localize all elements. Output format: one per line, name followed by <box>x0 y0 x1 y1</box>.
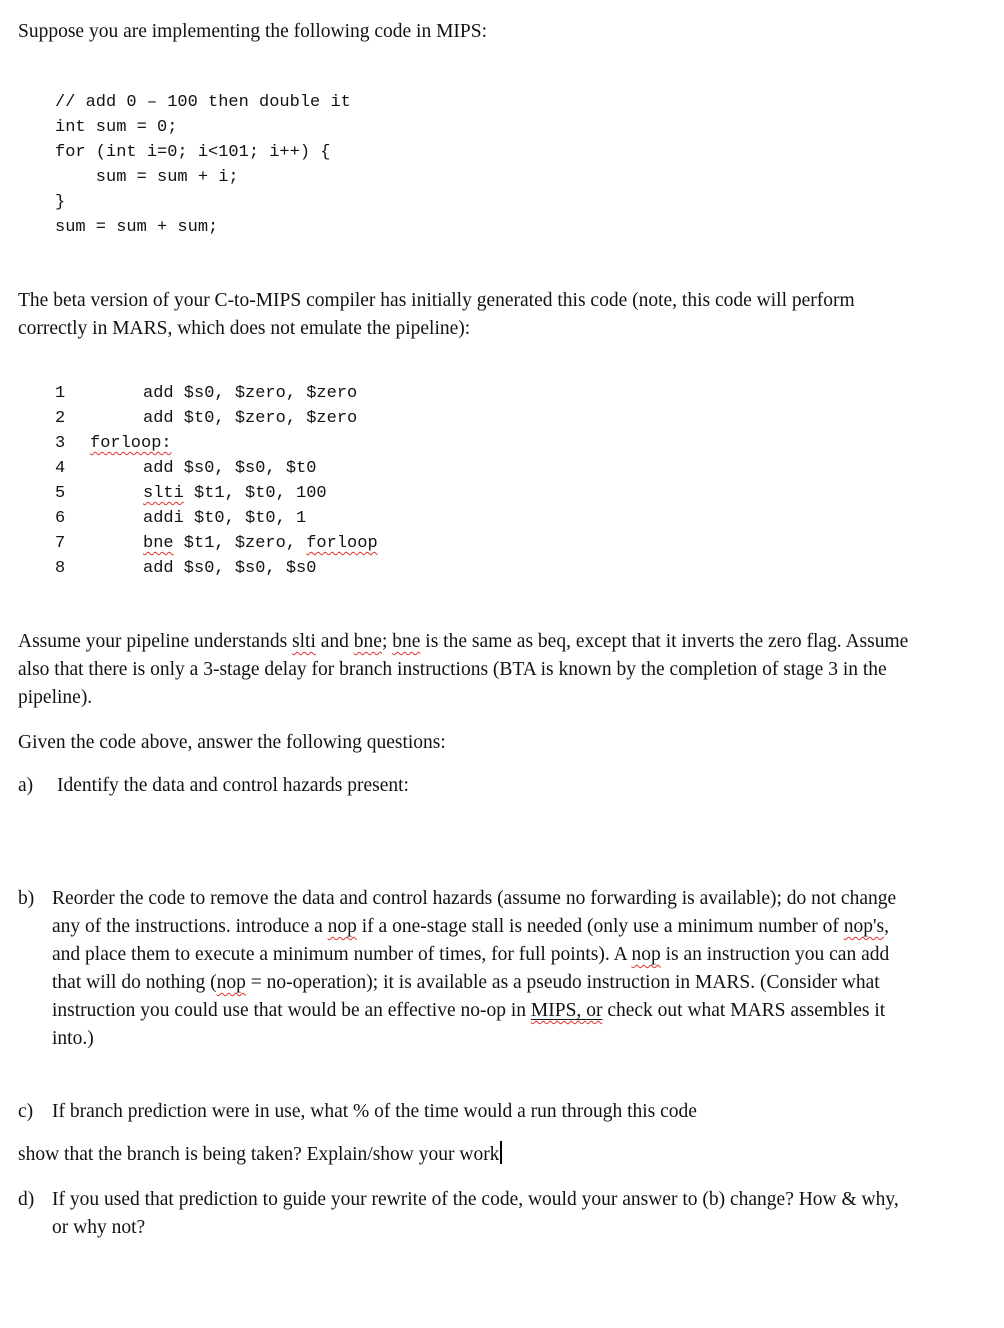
question-b <box>18 885 976 1053</box>
line-number: 6 <box>55 509 66 528</box>
line-number: 1 <box>55 384 66 403</box>
c-code-line: // add 0 – 100 then double it <box>55 93 351 112</box>
c-code-block <box>55 90 976 240</box>
question-b-text <box>52 885 908 1053</box>
underlined-text <box>586 1000 602 1021</box>
c-code-line: sum = sum + sum; <box>55 218 219 237</box>
line-number: 3 <box>55 434 66 453</box>
instruction <box>90 534 378 553</box>
mips-code-line <box>55 506 976 531</box>
mips-code-line <box>55 406 976 431</box>
question-letter: d) <box>18 1189 35 1210</box>
c-code-line: sum = sum + i; <box>55 168 239 187</box>
instruction: add $t0, $zero, $zero <box>143 409 358 428</box>
text-segment: = no-operation); it is available as a pseudo instruction in MARS. (Consider what instruction you could use that would be an effective no-op in <box>52 972 880 1021</box>
misspelled-word: bne <box>353 631 382 652</box>
instruction-operands: $t1, $zero, <box>173 534 307 553</box>
instruction: add $s0, $s0, $s0 <box>143 559 317 578</box>
compiler-paragraph: The beta version of your C-to-MIPS compiler has initially generated this code (note, this code will perform correctly in MARS, which does not emulate the pipeline): <box>18 290 855 339</box>
misspelled-word: MIPS, <box>530 1000 587 1021</box>
intro-paragraph: Suppose you are implementing the following code in MIPS: <box>18 21 488 42</box>
mips-code-block <box>55 381 976 581</box>
question-letter: a) <box>18 775 34 796</box>
instruction: addi $t0, $t0, 1 <box>143 509 307 528</box>
misspelled-word: slti <box>292 631 316 652</box>
text-segment: is the same as beq, except that it inverts the zero flag. Assume also that there is only a 3-stage delay for branch instructions (BTA is known by the completion of stage 3 in the pipeline). <box>18 631 909 708</box>
line-number: 7 <box>55 534 66 553</box>
misspelled-word: nop's <box>843 916 885 937</box>
text-segment: is an instruction you can add that will do nothing ( <box>52 944 890 993</box>
assumptions-paragraph <box>18 628 918 712</box>
questions-intro: Given the code above, answer the following questions: <box>18 732 446 753</box>
question-d-text: If you used that prediction to guide your rewrite of the code, would your answer to (b) change? How & why, or why not? <box>52 1189 899 1238</box>
question-c-line1: If branch prediction were in use, what % of the time would a run through this code <box>52 1101 697 1122</box>
text-segment: check out what MARS assembles it into.) <box>52 1000 886 1049</box>
instruction: add $s0, $zero, $zero <box>143 384 358 403</box>
question-letter: b) <box>18 888 35 909</box>
mips-code-line <box>55 456 976 481</box>
instruction <box>90 484 327 503</box>
text-segment: Assume your pipeline understands <box>18 631 293 652</box>
misspelled-label: forloop: <box>90 434 172 453</box>
misspelled-word: bne <box>392 631 421 652</box>
misspelled-word: nop <box>327 916 357 937</box>
line-number: 4 <box>55 459 66 478</box>
text-cursor <box>500 1141 502 1164</box>
question-d <box>18 1186 976 1242</box>
mips-code-line <box>55 431 976 456</box>
misspelled-word: bne <box>143 534 174 553</box>
mips-code-line <box>55 381 976 406</box>
question-c-line2 <box>18 1141 918 1169</box>
c-code-line: int sum = 0; <box>55 118 178 137</box>
question-c <box>18 1098 976 1126</box>
text-segment: Reorder the code to remove the data and control hazards (assume no forwarding is available); do not change any of the instructions. introduce a <box>52 888 897 937</box>
line-number: 2 <box>55 409 66 428</box>
line-number: 8 <box>55 559 66 578</box>
text-segment: and <box>315 631 354 652</box>
text-segment: ; <box>381 631 393 652</box>
misspelled-word: or <box>586 1000 603 1021</box>
misspelled-word: nop <box>216 972 246 993</box>
mips-code-line <box>55 481 976 506</box>
misspelled-word: slti <box>143 484 184 503</box>
mips-code-line <box>55 556 976 581</box>
text-segment: if a one-stage stall is needed (only use a minimum number of <box>356 916 844 937</box>
instruction-operands: $t1, $t0, 100 <box>183 484 327 503</box>
instruction: add $s0, $s0, $t0 <box>143 459 317 478</box>
question-a <box>18 772 976 800</box>
mips-code-line <box>55 531 976 556</box>
line-number: 5 <box>55 484 66 503</box>
c-code-line: } <box>55 193 66 212</box>
c-code-line: for (int i=0; i<101; i++) { <box>55 143 331 162</box>
text-segment: , and place them to execute a minimum number of times, for full points). A <box>52 916 889 965</box>
misspelled-word: forloop <box>306 534 378 553</box>
text-segment: show that the branch is being taken? Explain/show your work <box>18 1144 500 1165</box>
question-a-text: Identify the data and control hazards present: <box>57 775 409 796</box>
misspelled-word: nop <box>631 944 661 965</box>
question-letter: c) <box>18 1101 34 1122</box>
underlined-text <box>531 1000 586 1021</box>
